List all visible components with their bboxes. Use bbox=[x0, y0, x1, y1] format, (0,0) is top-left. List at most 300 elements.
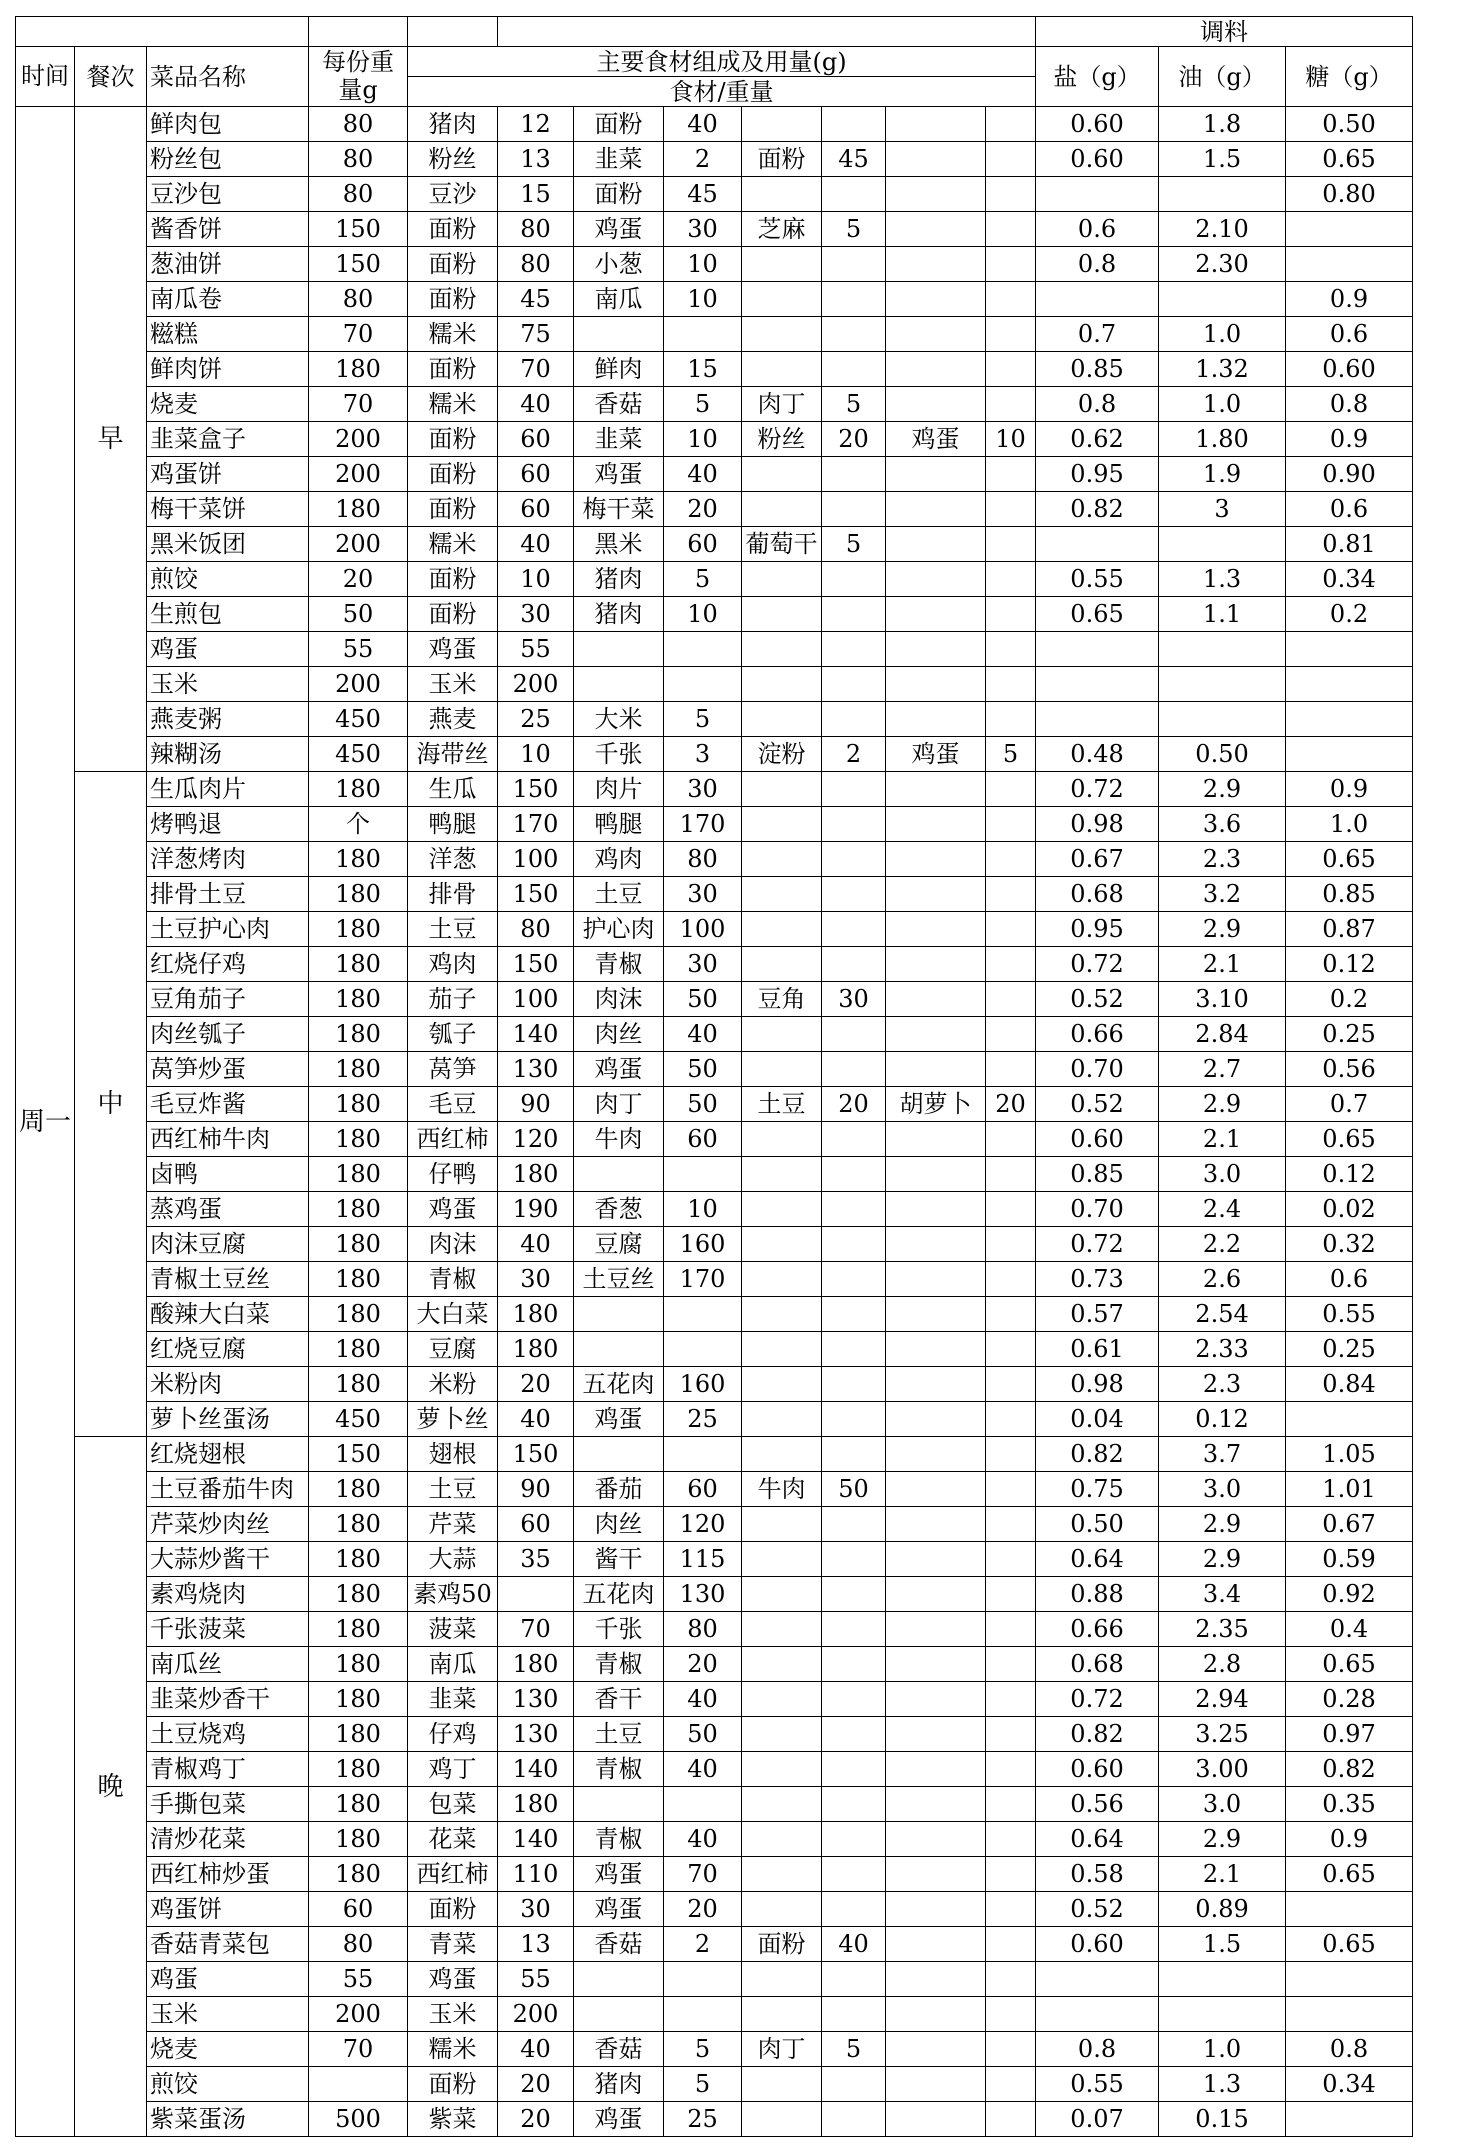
header-blank-cell bbox=[309, 17, 408, 47]
amount-4 bbox=[986, 1787, 1036, 1822]
sugar-value: 0.50 bbox=[1286, 107, 1413, 142]
ingredient-3 bbox=[742, 1892, 822, 1927]
sugar-value: 0.8 bbox=[1286, 387, 1413, 422]
salt-value: 0.65 bbox=[1036, 597, 1159, 632]
amount-3 bbox=[822, 1892, 886, 1927]
ingredient-4 bbox=[886, 1332, 986, 1367]
serving-weight: 180 bbox=[309, 1787, 408, 1822]
ingredient-2: 五花肉 bbox=[574, 1577, 664, 1612]
dish-name: 清炒花菜 bbox=[147, 1822, 309, 1857]
dish-name: 鸡蛋饼 bbox=[147, 1892, 309, 1927]
amount-2: 170 bbox=[664, 1262, 742, 1297]
amount-2: 5 bbox=[664, 702, 742, 737]
salt-value: 0.8 bbox=[1036, 2032, 1159, 2067]
ingredient-2: 面粉 bbox=[574, 107, 664, 142]
amount-3 bbox=[822, 1752, 886, 1787]
salt-value: 0.52 bbox=[1036, 1892, 1159, 1927]
ingredient-4 bbox=[886, 1262, 986, 1297]
amount-4 bbox=[986, 352, 1036, 387]
amount-3 bbox=[822, 1577, 886, 1612]
amount-4 bbox=[986, 842, 1036, 877]
ingredient-4 bbox=[886, 1157, 986, 1192]
ingredient-2: 土豆 bbox=[574, 877, 664, 912]
oil-value: 1.0 bbox=[1159, 387, 1286, 422]
ingredient-4 bbox=[886, 1997, 986, 2032]
ingredient-1: 翅根 bbox=[408, 1437, 498, 1472]
ingredient-4 bbox=[886, 2067, 986, 2102]
amount-4 bbox=[986, 1577, 1036, 1612]
ingredient-4 bbox=[886, 1297, 986, 1332]
menu-row bbox=[16, 2067, 1413, 2102]
dish-name: 芹菜炒肉丝 bbox=[147, 1507, 309, 1542]
amount-4 bbox=[986, 702, 1036, 737]
salt-value: 0.60 bbox=[1036, 1122, 1159, 1157]
dish-header: 菜品名称 bbox=[147, 47, 309, 107]
oil-value: 1.5 bbox=[1159, 1927, 1286, 1962]
amount-1: 25 bbox=[498, 702, 574, 737]
amount-4 bbox=[986, 1367, 1036, 1402]
oil-value: 2.94 bbox=[1159, 1682, 1286, 1717]
dish-name: 南瓜丝 bbox=[147, 1647, 309, 1682]
oil-value: 3.00 bbox=[1159, 1752, 1286, 1787]
ingredient-3 bbox=[742, 1017, 822, 1052]
ingredient-3 bbox=[742, 1612, 822, 1647]
menu-row bbox=[16, 737, 1413, 772]
ingredient-1: 芹菜 bbox=[408, 1507, 498, 1542]
amount-4: 5 bbox=[986, 737, 1036, 772]
amount-2 bbox=[664, 667, 742, 702]
salt-value: 0.67 bbox=[1036, 842, 1159, 877]
amount-4 bbox=[986, 2102, 1036, 2137]
ingredient-1: 大蒜 bbox=[408, 1542, 498, 1577]
header-blank-cell bbox=[408, 17, 498, 47]
oil-value: 2.6 bbox=[1159, 1262, 1286, 1297]
oil-value: 3.6 bbox=[1159, 807, 1286, 842]
sugar-value: 0.65 bbox=[1286, 1857, 1413, 1892]
menu-row bbox=[16, 1752, 1413, 1787]
amount-3 bbox=[822, 562, 886, 597]
amount-2: 5 bbox=[664, 562, 742, 597]
oil-value: 1.80 bbox=[1159, 422, 1286, 457]
ingredient-3 bbox=[742, 1227, 822, 1262]
amount-2: 25 bbox=[664, 2102, 742, 2137]
ingredient-4 bbox=[886, 1052, 986, 1087]
ingredient-1: 面粉 bbox=[408, 247, 498, 282]
amount-4 bbox=[986, 1472, 1036, 1507]
amount-1 bbox=[498, 1577, 574, 1612]
amount-4 bbox=[986, 492, 1036, 527]
amount-2 bbox=[664, 1997, 742, 2032]
sugar-value: 0.84 bbox=[1286, 1367, 1413, 1402]
dish-name: 燕麦粥 bbox=[147, 702, 309, 737]
amount-3 bbox=[822, 1017, 886, 1052]
ingredient-1: 毛豆 bbox=[408, 1087, 498, 1122]
oil-value bbox=[1159, 527, 1286, 562]
serving-weight: 180 bbox=[309, 1507, 408, 1542]
amount-2: 20 bbox=[664, 492, 742, 527]
menu-table bbox=[15, 16, 1413, 2137]
amount-3 bbox=[822, 1647, 886, 1682]
ingredient-4 bbox=[886, 457, 986, 492]
serving-weight: 180 bbox=[309, 947, 408, 982]
oil-value: 2.3 bbox=[1159, 1367, 1286, 1402]
dish-name: 千张菠菜 bbox=[147, 1612, 309, 1647]
serving-weight: 450 bbox=[309, 737, 408, 772]
amount-1: 30 bbox=[498, 1262, 574, 1297]
sugar-value: 0.65 bbox=[1286, 842, 1413, 877]
header-row-1 bbox=[16, 17, 1413, 47]
sugar-value bbox=[1286, 667, 1413, 702]
sugar-value: 0.9 bbox=[1286, 772, 1413, 807]
amount-1: 40 bbox=[498, 2032, 574, 2067]
menu-row bbox=[16, 1647, 1413, 1682]
salt-value: 0.68 bbox=[1036, 877, 1159, 912]
ingredient-3 bbox=[742, 807, 822, 842]
oil-value: 1.9 bbox=[1159, 457, 1286, 492]
amount-1: 110 bbox=[498, 1857, 574, 1892]
dish-name: 烧麦 bbox=[147, 2032, 309, 2067]
ingredient-4 bbox=[886, 527, 986, 562]
amount-2: 120 bbox=[664, 1507, 742, 1542]
ingredient-4 bbox=[886, 1822, 986, 1857]
menu-row bbox=[16, 1052, 1413, 1087]
ingredient-4 bbox=[886, 947, 986, 982]
amount-1: 20 bbox=[498, 2067, 574, 2102]
ingredient-1: 瓠子 bbox=[408, 1017, 498, 1052]
ingredient-1: 西红柿 bbox=[408, 1857, 498, 1892]
amount-3 bbox=[822, 1367, 886, 1402]
dish-name: 豆角茄子 bbox=[147, 982, 309, 1017]
dish-name: 土豆烧鸡 bbox=[147, 1717, 309, 1752]
dish-name: 梅干菜饼 bbox=[147, 492, 309, 527]
amount-3 bbox=[822, 1787, 886, 1822]
dish-name: 红烧豆腐 bbox=[147, 1332, 309, 1367]
menu-row bbox=[16, 317, 1413, 352]
oil-value: 2.33 bbox=[1159, 1332, 1286, 1367]
serving-weight: 450 bbox=[309, 1402, 408, 1437]
oil-value: 2.4 bbox=[1159, 1192, 1286, 1227]
amount-4 bbox=[986, 877, 1036, 912]
menu-row bbox=[16, 1017, 1413, 1052]
ingredient-3 bbox=[742, 1577, 822, 1612]
amount-3: 5 bbox=[822, 2032, 886, 2067]
oil-value: 0.15 bbox=[1159, 2102, 1286, 2137]
ingredient-2: 肉丝 bbox=[574, 1507, 664, 1542]
amount-2 bbox=[664, 1332, 742, 1367]
ingredient-1: 莴笋 bbox=[408, 1052, 498, 1087]
menu-row bbox=[16, 107, 1413, 142]
oil-value: 0.89 bbox=[1159, 1892, 1286, 1927]
ingredient-4 bbox=[886, 667, 986, 702]
amount-3 bbox=[822, 1262, 886, 1297]
serving-weight: 180 bbox=[309, 1857, 408, 1892]
ingredient-2: 鸡蛋 bbox=[574, 2102, 664, 2137]
meal-cell: 早 bbox=[75, 107, 147, 772]
ingredient-3 bbox=[742, 317, 822, 352]
amount-3 bbox=[822, 107, 886, 142]
amount-3: 20 bbox=[822, 1087, 886, 1122]
amount-2: 60 bbox=[664, 1472, 742, 1507]
ingredient-3 bbox=[742, 1507, 822, 1542]
serving-weight: 180 bbox=[309, 1297, 408, 1332]
dish-name: 红烧仔鸡 bbox=[147, 947, 309, 982]
dish-name: 萝卜丝蛋汤 bbox=[147, 1402, 309, 1437]
salt-value: 0.85 bbox=[1036, 1157, 1159, 1192]
serving-weight: 180 bbox=[309, 1822, 408, 1857]
serving-weight: 180 bbox=[309, 1367, 408, 1402]
oil-value: 1.3 bbox=[1159, 2067, 1286, 2102]
menu-row bbox=[16, 1612, 1413, 1647]
oil-value: 2.1 bbox=[1159, 947, 1286, 982]
amount-3: 2 bbox=[822, 737, 886, 772]
amount-4 bbox=[986, 527, 1036, 562]
serving-weight: 180 bbox=[309, 1682, 408, 1717]
oil-value: 1.0 bbox=[1159, 317, 1286, 352]
sugar-value: 1.0 bbox=[1286, 807, 1413, 842]
amount-1: 20 bbox=[498, 1367, 574, 1402]
ingredient-2: 香菇 bbox=[574, 387, 664, 422]
ingredient-4 bbox=[886, 352, 986, 387]
ingredient-2 bbox=[574, 1297, 664, 1332]
amount-3 bbox=[822, 247, 886, 282]
serving-weight: 180 bbox=[309, 1542, 408, 1577]
menu-row bbox=[16, 282, 1413, 317]
meal-cell: 中 bbox=[75, 772, 147, 1437]
salt-value: 0.72 bbox=[1036, 1682, 1159, 1717]
ingredient-3 bbox=[742, 107, 822, 142]
amount-2: 130 bbox=[664, 1577, 742, 1612]
dish-name: 米粉肉 bbox=[147, 1367, 309, 1402]
ingredient-1: 鸭腿 bbox=[408, 807, 498, 842]
ingredient-4 bbox=[886, 212, 986, 247]
menu-row bbox=[16, 1297, 1413, 1332]
amount-1: 100 bbox=[498, 982, 574, 1017]
amount-1: 150 bbox=[498, 1437, 574, 1472]
serving-weight: 180 bbox=[309, 772, 408, 807]
oil-value: 3.7 bbox=[1159, 1437, 1286, 1472]
ingredient-1: 土豆 bbox=[408, 912, 498, 947]
serving-weight: 70 bbox=[309, 317, 408, 352]
amount-3 bbox=[822, 1822, 886, 1857]
serving-weight: 180 bbox=[309, 1122, 408, 1157]
ingredient-2: 护心肉 bbox=[574, 912, 664, 947]
menu-row bbox=[16, 1507, 1413, 1542]
serving-weight: 180 bbox=[309, 912, 408, 947]
amount-1: 10 bbox=[498, 737, 574, 772]
amount-1: 13 bbox=[498, 1927, 574, 1962]
ingredient-1: 青菜 bbox=[408, 1927, 498, 1962]
ingredient-2: 肉丝 bbox=[574, 1017, 664, 1052]
ingredient-1: 茄子 bbox=[408, 982, 498, 1017]
amount-4: 10 bbox=[986, 422, 1036, 457]
sugar-value: 0.28 bbox=[1286, 1682, 1413, 1717]
ingredient-3 bbox=[742, 352, 822, 387]
header-row-2 bbox=[16, 47, 1413, 77]
amount-2: 30 bbox=[664, 212, 742, 247]
ingredient-1: 包菜 bbox=[408, 1787, 498, 1822]
menu-row bbox=[16, 807, 1413, 842]
dish-name: 莴笋炒蛋 bbox=[147, 1052, 309, 1087]
sugar-value: 0.55 bbox=[1286, 1297, 1413, 1332]
salt-value: 0.8 bbox=[1036, 247, 1159, 282]
ingredient-3 bbox=[742, 1997, 822, 2032]
salt-value bbox=[1036, 632, 1159, 667]
amount-4 bbox=[986, 1542, 1036, 1577]
amount-2: 3 bbox=[664, 737, 742, 772]
ingredient-4 bbox=[886, 1682, 986, 1717]
menu-row bbox=[16, 1367, 1413, 1402]
ingredient-2: 鸡蛋 bbox=[574, 1857, 664, 1892]
amount-1: 180 bbox=[498, 1332, 574, 1367]
amount-1: 130 bbox=[498, 1717, 574, 1752]
dish-name: 生煎包 bbox=[147, 597, 309, 632]
salt-value: 0.82 bbox=[1036, 492, 1159, 527]
amount-3 bbox=[822, 842, 886, 877]
amount-3: 5 bbox=[822, 387, 886, 422]
ingredient-4 bbox=[886, 247, 986, 282]
ingredient-3: 芝麻 bbox=[742, 212, 822, 247]
ingredient-2 bbox=[574, 1437, 664, 1472]
oil-value: 1.32 bbox=[1159, 352, 1286, 387]
amount-2 bbox=[664, 1297, 742, 1332]
amount-1: 75 bbox=[498, 317, 574, 352]
menu-row bbox=[16, 2102, 1413, 2137]
oil-value bbox=[1159, 282, 1286, 317]
ingredient-4 bbox=[886, 282, 986, 317]
ingredient-2 bbox=[574, 1962, 664, 1997]
dish-name: 红烧翅根 bbox=[147, 1437, 309, 1472]
serving-weight: 80 bbox=[309, 107, 408, 142]
serving-weight: 55 bbox=[309, 632, 408, 667]
amount-1: 13 bbox=[498, 142, 574, 177]
sugar-value: 0.9 bbox=[1286, 422, 1413, 457]
serving-weight: 70 bbox=[309, 2032, 408, 2067]
amount-3 bbox=[822, 1122, 886, 1157]
menu-row bbox=[16, 1402, 1413, 1437]
salt-value: 0.56 bbox=[1036, 1787, 1159, 1822]
salt-value: 0.72 bbox=[1036, 947, 1159, 982]
amount-2 bbox=[664, 1787, 742, 1822]
amount-4 bbox=[986, 1822, 1036, 1857]
menu-row bbox=[16, 772, 1413, 807]
amount-4 bbox=[986, 772, 1036, 807]
sugar-value: 1.05 bbox=[1286, 1437, 1413, 1472]
amount-1: 120 bbox=[498, 1122, 574, 1157]
amount-1: 35 bbox=[498, 1542, 574, 1577]
amount-2: 70 bbox=[664, 1857, 742, 1892]
menu-row bbox=[16, 2032, 1413, 2067]
serving-weight: 200 bbox=[309, 527, 408, 562]
menu-row bbox=[16, 1927, 1413, 1962]
amount-3 bbox=[822, 667, 886, 702]
amount-4 bbox=[986, 1402, 1036, 1437]
salt-value: 0.66 bbox=[1036, 1612, 1159, 1647]
dish-name: 洋葱烤肉 bbox=[147, 842, 309, 877]
amount-2: 15 bbox=[664, 352, 742, 387]
meal-cell: 晚 bbox=[75, 1437, 147, 2137]
ingredient-3: 土豆 bbox=[742, 1087, 822, 1122]
oil-value: 3.2 bbox=[1159, 877, 1286, 912]
dish-name: 鸡蛋 bbox=[147, 632, 309, 667]
ingredient-2: 面粉 bbox=[574, 177, 664, 212]
serving-weight: 180 bbox=[309, 352, 408, 387]
amount-4 bbox=[986, 1192, 1036, 1227]
ingredient-1: 糯米 bbox=[408, 2032, 498, 2067]
salt-value: 0.48 bbox=[1036, 737, 1159, 772]
sugar-value: 0.85 bbox=[1286, 877, 1413, 912]
sugar-value: 0.2 bbox=[1286, 597, 1413, 632]
menu-row bbox=[16, 1997, 1413, 2032]
amount-1: 40 bbox=[498, 527, 574, 562]
amount-2 bbox=[664, 632, 742, 667]
amount-1: 40 bbox=[498, 1227, 574, 1262]
ingredient-4 bbox=[886, 842, 986, 877]
ingredient-4 bbox=[886, 982, 986, 1017]
serving-weight: 80 bbox=[309, 142, 408, 177]
time-header: 时间 bbox=[16, 47, 75, 107]
amount-3 bbox=[822, 1857, 886, 1892]
ingredient-3: 淀粉 bbox=[742, 737, 822, 772]
ingredient-4 bbox=[886, 177, 986, 212]
dish-name: 南瓜卷 bbox=[147, 282, 309, 317]
sugar-value: 0.65 bbox=[1286, 1122, 1413, 1157]
ingredient-4: 鸡蛋 bbox=[886, 422, 986, 457]
ingredient-4 bbox=[886, 807, 986, 842]
amount-3 bbox=[822, 807, 886, 842]
ingredient-4 bbox=[886, 702, 986, 737]
ingredient-3 bbox=[742, 877, 822, 912]
sugar-value bbox=[1286, 1892, 1413, 1927]
amount-2: 40 bbox=[664, 1752, 742, 1787]
amount-2: 10 bbox=[664, 247, 742, 282]
amount-2: 50 bbox=[664, 1717, 742, 1752]
amount-3: 50 bbox=[822, 1472, 886, 1507]
amount-3 bbox=[822, 1297, 886, 1332]
serving-weight: 180 bbox=[309, 982, 408, 1017]
dish-name: 韭菜炒香干 bbox=[147, 1682, 309, 1717]
salt-value: 0.7 bbox=[1036, 317, 1159, 352]
amount-3 bbox=[822, 1157, 886, 1192]
menu-row bbox=[16, 1717, 1413, 1752]
serving-weight: 70 bbox=[309, 387, 408, 422]
amount-3 bbox=[822, 1507, 886, 1542]
amount-3 bbox=[822, 457, 886, 492]
ingredient-2: 五花肉 bbox=[574, 1367, 664, 1402]
ingredient-4 bbox=[886, 1192, 986, 1227]
serving-weight: 180 bbox=[309, 1262, 408, 1297]
ingredient-2: 猪肉 bbox=[574, 562, 664, 597]
salt-value: 0.8 bbox=[1036, 387, 1159, 422]
ingredient-1: 面粉 bbox=[408, 597, 498, 632]
day-cell: 周一 bbox=[16, 107, 75, 2137]
amount-3 bbox=[822, 1227, 886, 1262]
serving-weight: 180 bbox=[309, 1612, 408, 1647]
amount-1: 200 bbox=[498, 1997, 574, 2032]
ingredient-4 bbox=[886, 1227, 986, 1262]
ingredient-1: 南瓜 bbox=[408, 1647, 498, 1682]
ingredient-2: 肉沫 bbox=[574, 982, 664, 1017]
sugar-value: 0.65 bbox=[1286, 142, 1413, 177]
amount-1: 60 bbox=[498, 422, 574, 457]
menu-row bbox=[16, 1577, 1413, 1612]
serving-weight: 20 bbox=[309, 562, 408, 597]
amount-3 bbox=[822, 632, 886, 667]
salt-value: 0.64 bbox=[1036, 1542, 1159, 1577]
menu-row bbox=[16, 667, 1413, 702]
ingredient-1: 面粉 bbox=[408, 212, 498, 247]
oil-value: 1.5 bbox=[1159, 142, 1286, 177]
menu-row bbox=[16, 1682, 1413, 1717]
